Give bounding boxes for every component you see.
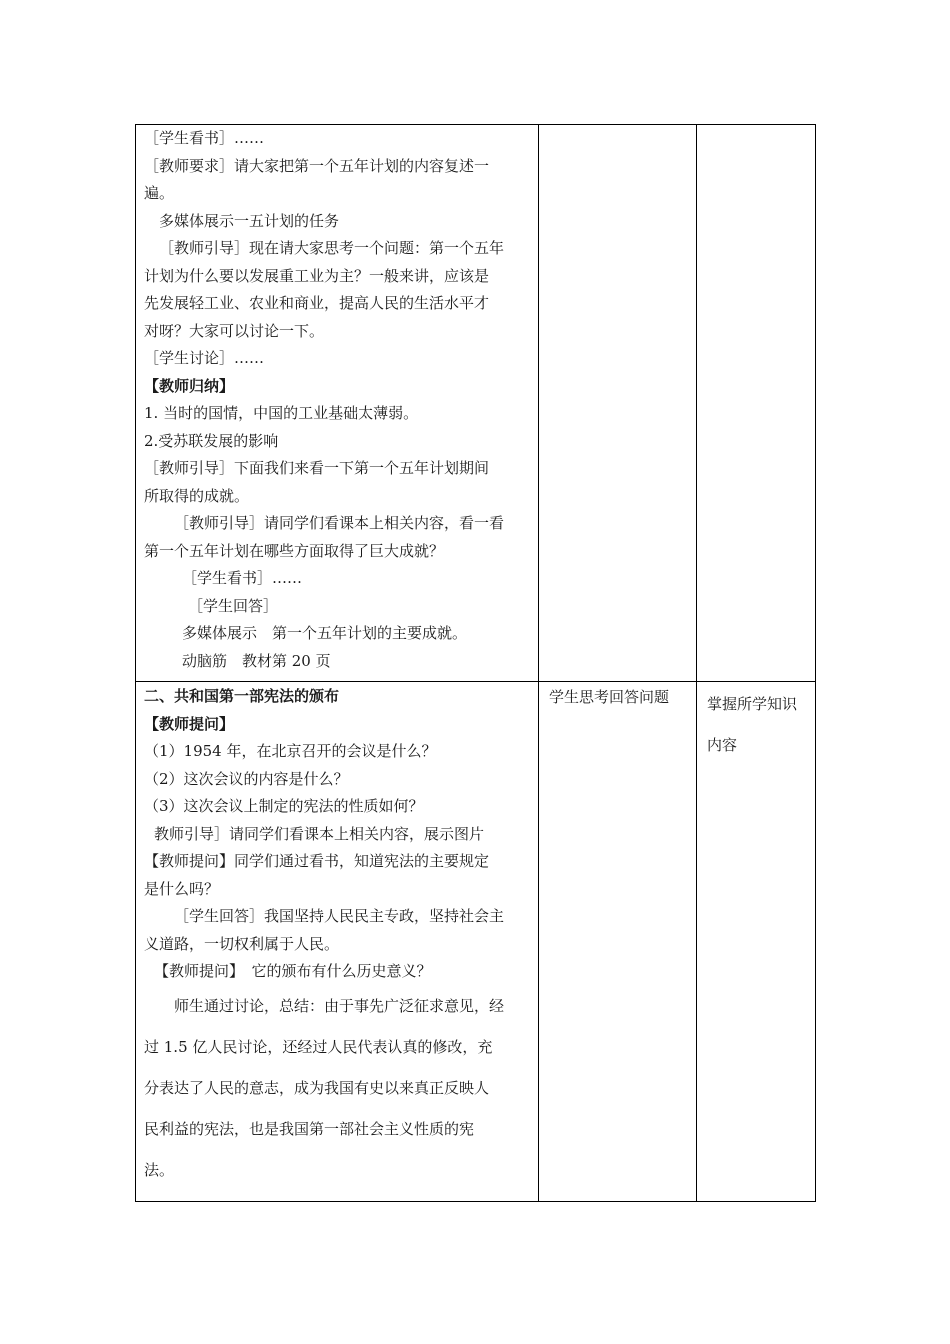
text-line: 法。 [144,1160,175,1179]
text-line: ［学生回答］ [188,596,279,615]
teaching-process-cell [136,125,539,682]
text-line: 多媒体展示一五计划的任务 [159,211,340,230]
text-line: ［学生回答］我国坚持人民民主专政，坚持社会主 [174,907,505,925]
goal-text-line: 掌握所学知识 [707,695,798,713]
text-line: （2）这次会议的内容是什么？ [144,769,349,788]
text-line: 【教师提问】 它的颁布有什么历史意义？ [154,962,432,980]
lesson-plan-table [135,124,816,1202]
section-heading: 二、共和国第一部宪法的颁布 [144,687,340,705]
text-line: 遍。 [144,184,175,202]
teaching-process-cell [136,682,539,1202]
text-line: ［教师引导］现在请大家思考一个问题：第一个五年 [159,239,505,257]
text-line: 教师引导］请同学们看课本上相关内容，展示图片 [154,824,485,843]
text-line: 所取得的成就。 [144,486,250,505]
text-line: ［教师引导］下面我们来看一下第一个五年计划期间 [144,459,490,477]
text-line: 多媒体展示 第一个五年计划的主要成就。 [182,624,468,642]
student-activity-cell [539,125,697,682]
text-line: ［学生看书］…… [144,129,265,147]
text-line: 民利益的宪法，也是我国第一部社会主义性质的宪 [144,1119,475,1138]
text-line: （3）这次会议上制定的宪法的性质如何？ [144,797,424,815]
text-line: 动脑筋 教材第 20 页 [182,651,331,670]
text-line: 第一个五年计划在哪些方面取得了巨大成就？ [144,541,445,560]
table-row [136,682,816,1202]
text-line: ［教师引导］请同学们看课本上相关内容，看一看 [174,514,505,532]
text-line: 义道路，一切权利属于人民。 [144,934,340,953]
text-line: 【教师归纳】 [144,376,235,395]
text-line: 过 1.5 亿人民讨论，还经过人民代表认真的修改，充 [144,1037,493,1056]
table-row [136,125,816,682]
text-line: ［学生讨论］…… [144,349,265,367]
text-line: 1. 当时的国情，中国的工业基础太薄弱。 [144,404,419,422]
text-line: 计划为什么要以发展重工业为主？一般来讲，应该是 [144,266,490,285]
student-activity-cell [539,682,697,1202]
text-line: ［教师要求］请大家把第一个五年计划的内容复述一 [144,156,490,175]
text-line: 【教师提问】同学们通过看书，知道宪法的主要规定 [144,852,490,870]
goal-cell [697,125,816,682]
student-activity-text: 学生思考回答问题 [549,688,670,706]
text-line: （1）1954 年，在北京召开的会议是什么？ [144,742,437,760]
text-line: ［学生看书］…… [182,569,303,587]
text-line: 师生通过讨论，总结：由于事先广泛征求意见，经 [174,996,505,1015]
text-line: 分表达了人民的意志，成为我国有史以来真正反映人 [144,1078,490,1097]
text-line: 是什么吗？ [144,879,220,898]
goal-cell [697,682,816,1202]
summary-paragraph [144,986,530,1191]
text-line: 2.受苏联发展的影响 [144,431,279,450]
text-line: 对呀？大家可以讨论一下。 [144,321,325,340]
text-line: 先发展轻工业、农业和商业，提高人民的生活水平才 [144,294,490,312]
goal-text-line: 内容 [707,736,738,754]
text-line: 【教师提问】 [144,714,235,733]
